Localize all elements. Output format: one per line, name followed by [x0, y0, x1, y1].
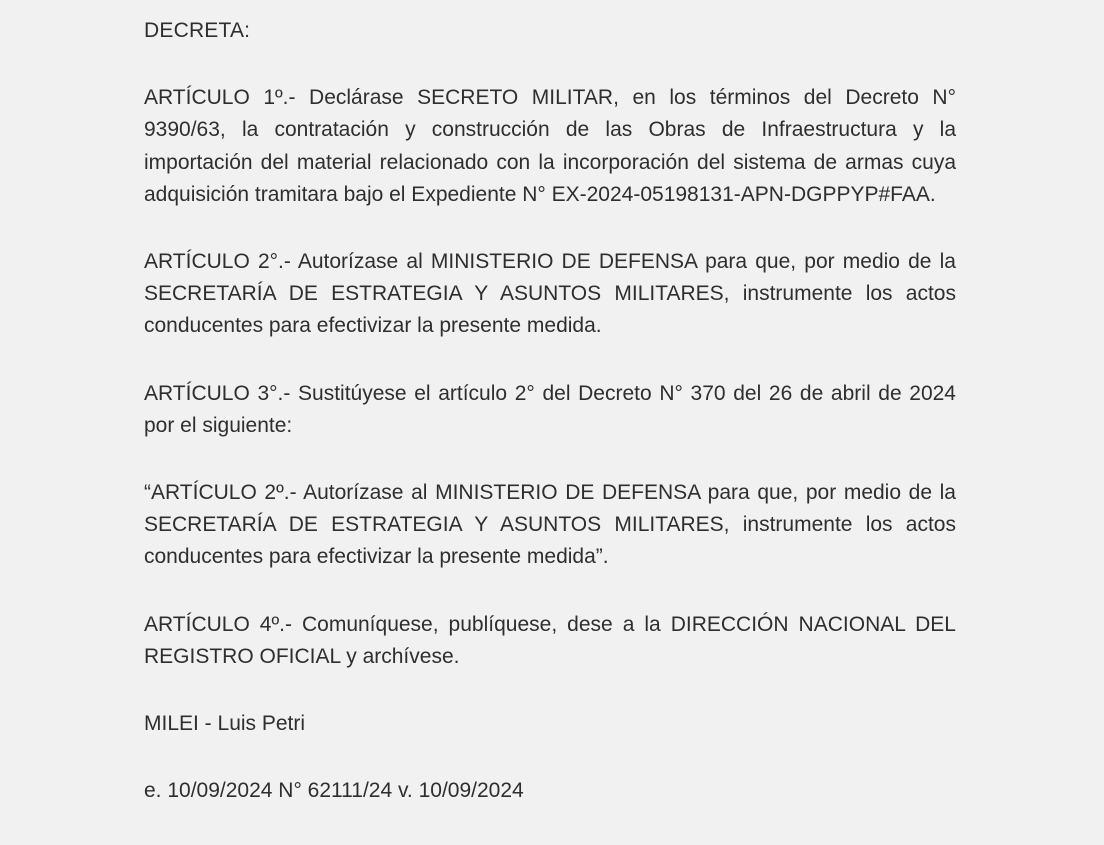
- decree-heading: DECRETA:: [144, 19, 251, 42]
- decree-document: [144, 15, 956, 807]
- article-2-substitution: “ARTÍCULO 2º.- Autorízase al MINISTERIO DE DEFENSA para que, por medio de la SECRETARÍA DE ESTRATEGIA Y ASUNTOS MILITARES, instrumente los actos conducentes para efectivizar la presente medida”.: [144, 481, 956, 569]
- signatures: MILEI - Luis Petri: [144, 712, 306, 736]
- article-4: ARTÍCULO 4º.- Comuníquese, publíquese, dese a la DIRECCIÓN NACIONAL DEL REGISTRO OFICIAL y archívese.: [144, 612, 956, 668]
- article-3: ARTÍCULO 3°.- Sustitúyese el artículo 2° del Decreto N° 370 del 26 de abril de 2024 por el siguiente:: [144, 381, 956, 437]
- publication-line: e. 10/09/2024 N° 62111/24 v. 10/09/2024: [144, 779, 524, 803]
- article-2: ARTÍCULO 2°.- Autorízase al MINISTERIO DE DEFENSA para que, por medio de la SECRETARÍA DE ESTRATEGIA Y ASUNTOS MILITARES, instrumente los actos conducentes para efectivizar la presente medida.: [144, 250, 956, 338]
- article-1: ARTÍCULO 1º.- Declárase SECRETO MILITAR, en los términos del Decreto N° 9390/63, la contratación y construcción de las Obras de Infraestructura y la importación del material relacionado con la incorporación del sistema de armas cuya adquisición tramitara bajo el Expediente N° EX-2024-05198131-APN-DGPPYP#FAA.: [144, 86, 956, 206]
